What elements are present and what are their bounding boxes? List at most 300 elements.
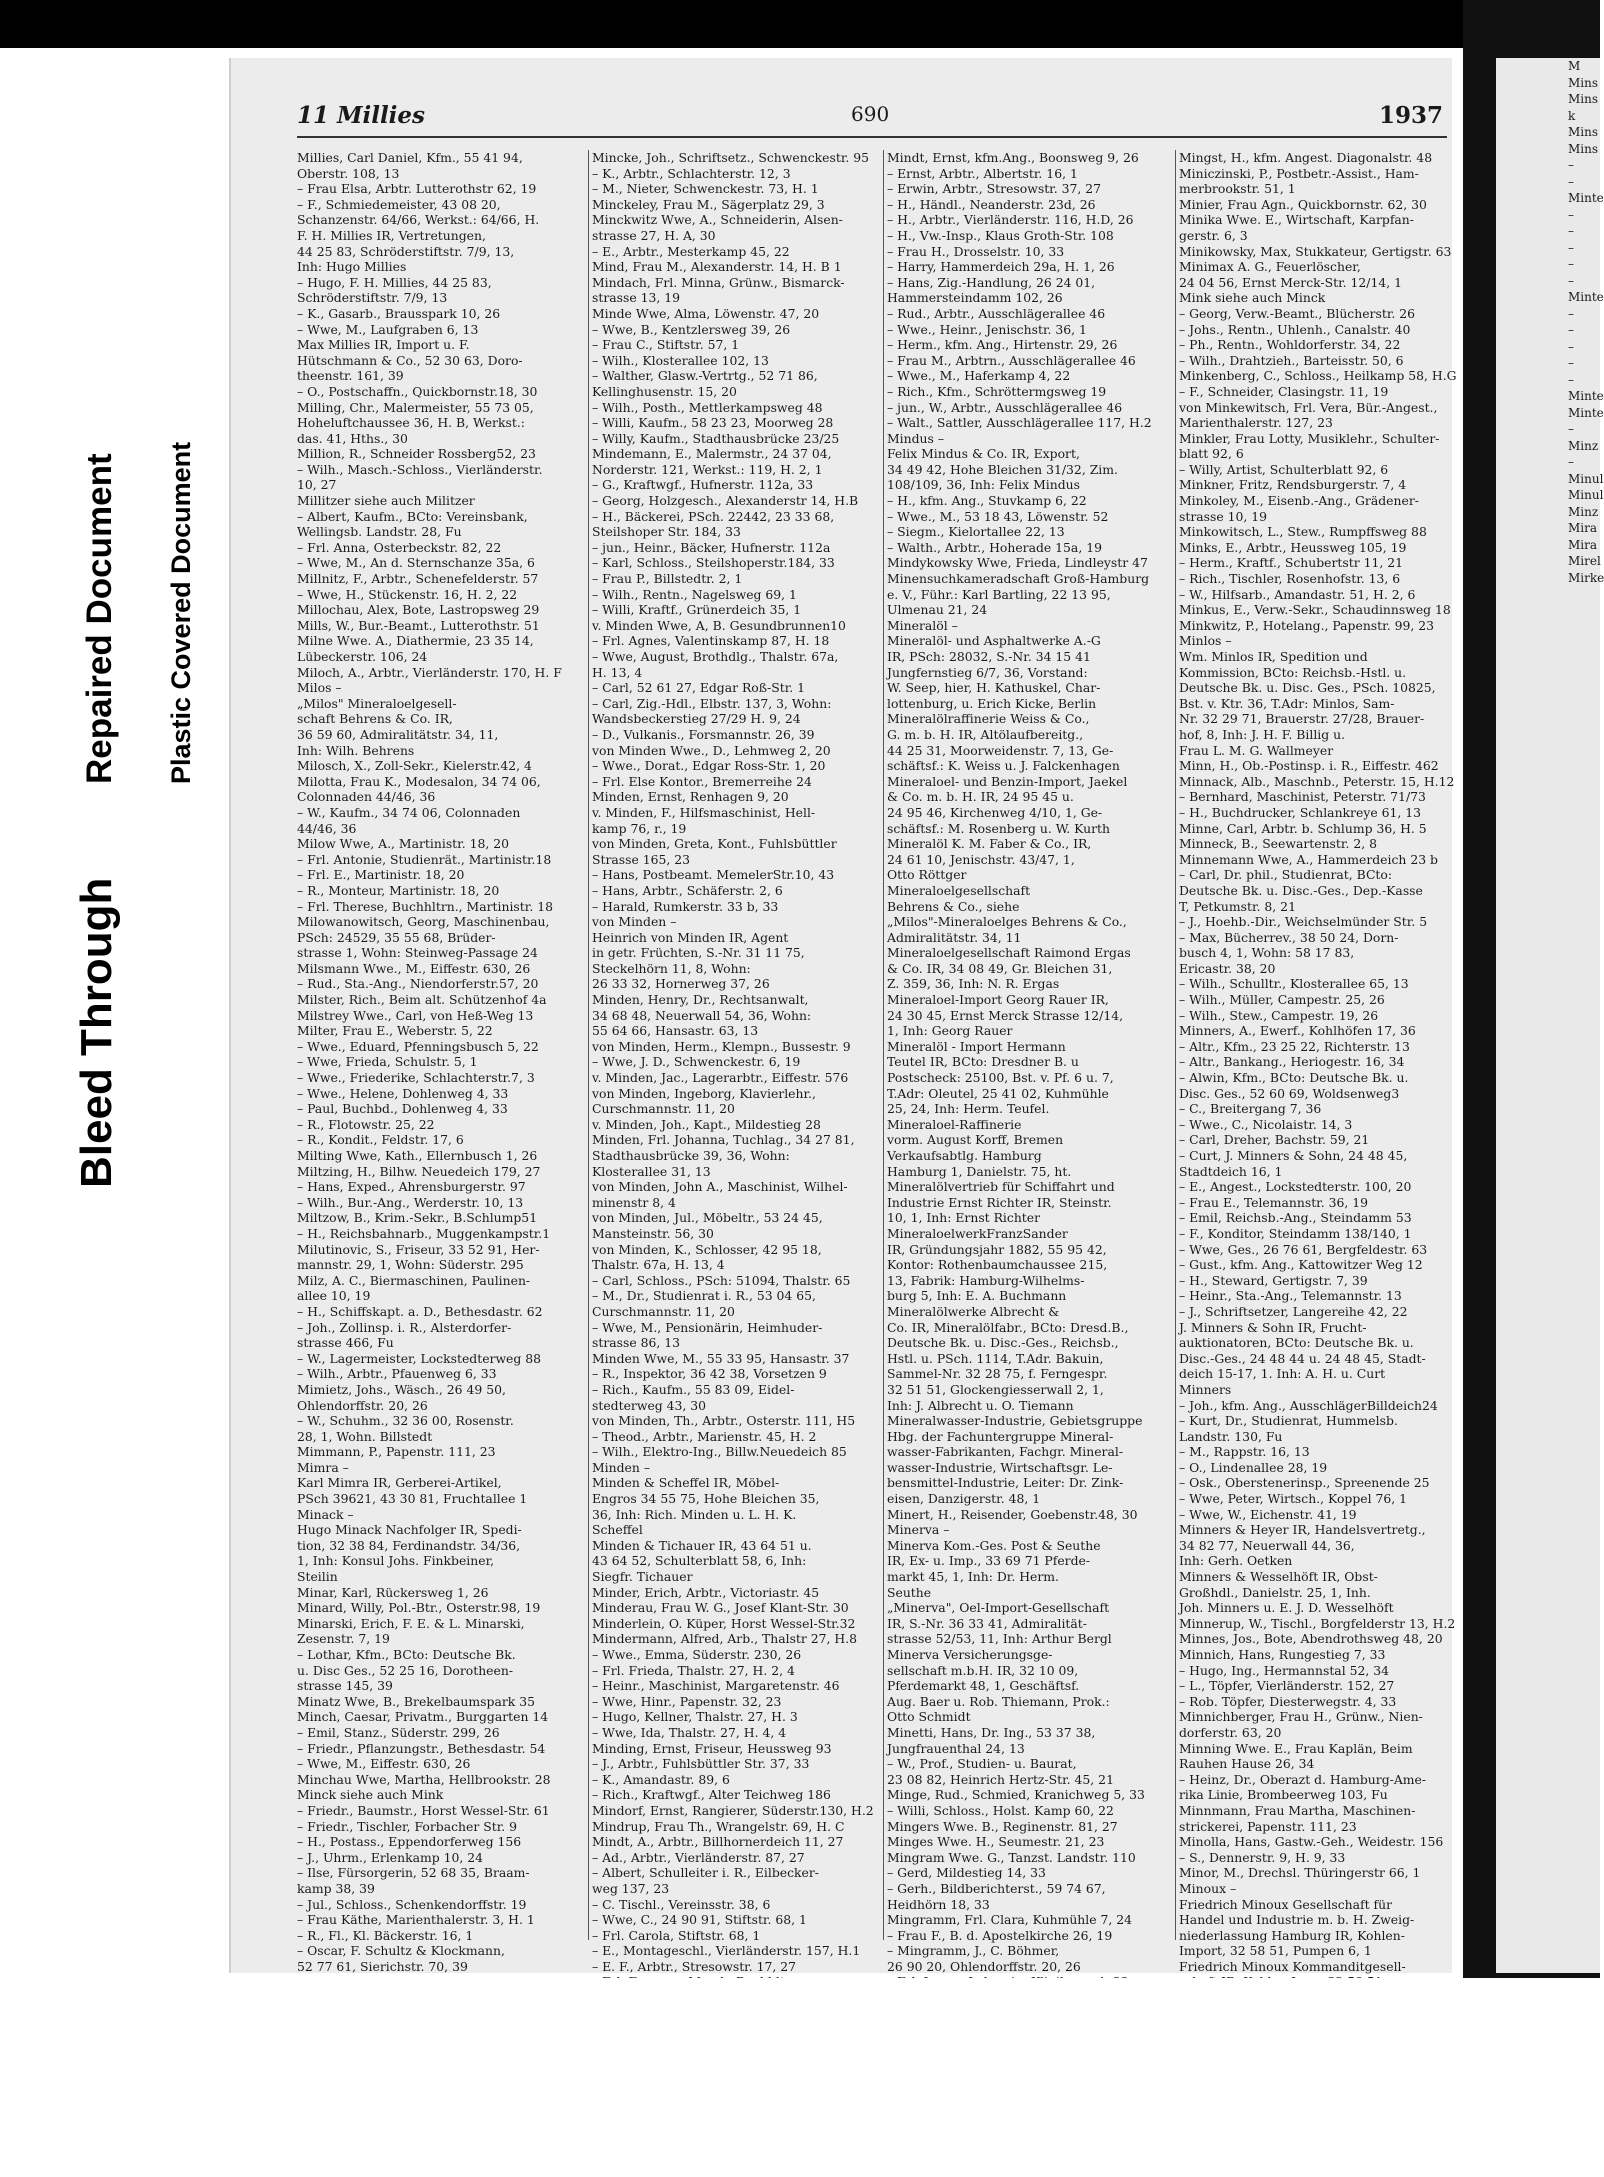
directory-entry-line: hof, 8, Inh: J. H. F. Billig u.: [1179, 726, 1346, 742]
directory-entry-line: Minkoley, M., Eisenb.-Ang., Grädener-: [1179, 493, 1419, 509]
directory-entry-line: u. Disc Ges., 52 25 16, Dorotheen-: [297, 1662, 514, 1678]
directory-entry-line: – Walther, Glasw.-Vertrtg., 52 71 86,: [592, 368, 818, 384]
directory-entry-line: – Ernst, Arbtr., Albertstr. 16, 1: [887, 165, 1078, 181]
facing-page-fragment: –: [1568, 273, 1574, 288]
directory-entry-line: burg 5, Inh: E. A. Buchmann: [887, 1288, 1067, 1304]
directory-entry-line: – jun., Heinr., Bäcker, Hufnerstr. 112a: [592, 539, 831, 555]
facing-page-fragment: –: [1568, 372, 1574, 387]
directory-entry-line: 34 82 77, Neuerwall 44, 36,: [1179, 1537, 1355, 1553]
directory-entry-line: Joh. Minners u. E. J. D. Wesselhöft: [1179, 1600, 1394, 1616]
directory-entry-line: Sammel-Nr. 32 28 75, f. Ferngespr.: [887, 1366, 1108, 1382]
directory-entry-line: Siegfr. Tichauer: [592, 1569, 693, 1585]
directory-entry-line: – Joh., Zollinsp. i. R., Alsterdorfer-: [297, 1319, 512, 1335]
directory-entry-line: Minkus, E., Verw.-Sekr., Schaudinnsweg 18: [1179, 602, 1451, 618]
directory-entry-line: – Osk., Oberstenerinsp., Spreenende 25: [1179, 1475, 1430, 1491]
directory-entry-line: – Jul., Schloss., Schenkendorffstr. 19: [297, 1896, 527, 1912]
directory-entry-line: Mineralölwerke Albrecht &: [887, 1303, 1060, 1319]
directory-entry-line: Minden, Frl. Johanna, Tuchlag., 34 27 81,: [592, 1132, 855, 1148]
directory-entry-line: – Frl. Else Kontor., Bremerreihe 24: [592, 773, 812, 789]
directory-entry-line: eisen, Danzigerstr. 48, 1: [887, 1491, 1041, 1507]
directory-entry-line: – Rud., Arbtr., Ausschlägerallee 46: [887, 305, 1106, 321]
directory-entry-line: – H., Händl., Neanderstr. 23d, 26: [887, 196, 1096, 212]
directory-entry-line: – Carl, Schloss., PSch: 51094, Thalstr. 65: [592, 1272, 851, 1288]
directory-entry-line: – Wwe, Hinr., Papenstr. 32, 23: [592, 1693, 782, 1709]
directory-entry-line: 28, 1, Wohn. Billstedt: [297, 1428, 433, 1444]
directory-entry-line: – Alwin, Kfm., BCto: Deutsche Bk. u.: [1179, 1070, 1409, 1086]
page-number: 690: [851, 102, 890, 126]
directory-entry-line: – Carl, 52 61 27, Edgar Roß-Str. 1: [592, 680, 806, 696]
directory-entry-line: – J., Arbtr., Fuhlsbüttler Str. 37, 33: [592, 1756, 810, 1772]
directory-entry-line: Minkowitsch, L., Stew., Rumpffsweg 88: [1179, 524, 1427, 540]
directory-entry-line: – Paul, Buchbd., Dohlenweg 4, 33: [297, 1101, 508, 1117]
directory-entry-line: – Wwe, Frieda, Schulstr. 5, 1: [297, 1054, 478, 1070]
label-bleed-through: Bleed Through: [72, 877, 121, 1188]
directory-entry-line: 43 64 52, Schulterblatt 58, 6, Inh:: [592, 1553, 807, 1569]
directory-entry-line: Behrens & Co., siehe: [887, 898, 1020, 914]
directory-entry-line: Miniczinski, P., Postbetr.-Assist., Ham-: [1179, 165, 1419, 181]
directory-entry-line: Mineraloel- und Benzin-Import, Jaekel: [887, 773, 1128, 789]
directory-entry-line: Bst. v. Ktr. 36, T.Adr: Minlos, Sam-: [1179, 695, 1395, 711]
directory-entry-line: wasser-Fabrikanten, Fachgr. Mineral-: [887, 1444, 1124, 1460]
directory-entry-line: von Minden, Jul., Möbeltr., 53 24 45,: [592, 1210, 823, 1226]
directory-entry-line: – Wilh., Stew., Campestr. 19, 26: [1179, 1007, 1379, 1023]
directory-entry-line: Ericastr. 38, 20: [1179, 960, 1276, 976]
directory-entry-line: Heidhörn 18, 33: [887, 1896, 990, 1912]
directory-entry-line: – W., Kaufm., 34 74 06, Colonnaden: [297, 804, 521, 820]
directory-entry-line: Disc. Ges., 52 60 69, Woldsenweg3: [1179, 1085, 1400, 1101]
column-2: [592, 150, 882, 2006]
directory-entry-line: Minoux –: [1179, 1880, 1237, 1896]
directory-entry-line: Mingramm, Frl. Clara, Kuhmühle 7, 24: [887, 1912, 1133, 1928]
directory-entry-line: Oberstr. 108, 13: [297, 165, 400, 181]
directory-entry-line: Milne Wwe. A., Diathermie, 23 35 14,: [297, 633, 534, 649]
directory-entry-line: – Hans, Postbeamt. MemelerStr.10, 43: [592, 867, 835, 883]
directory-entry-line: Millitzer siehe auch Militzer: [297, 493, 475, 509]
directory-entry-line: – R., Kondit., Feldstr. 17, 6: [297, 1132, 464, 1148]
directory-entry-line: – Wwe., Helene, Dohlenweg 4, 33: [297, 1085, 509, 1101]
directory-entry-line: – M., Rappstr. 16, 13: [1179, 1444, 1310, 1460]
directory-entry-line: Mineralwasser-Industrie, Gebietsgruppe: [887, 1413, 1143, 1429]
directory-entry-line: Million, R., Schneider Rossberg52, 23: [297, 446, 536, 462]
directory-entry-line: Milow Wwe, A., Martinistr. 18, 20: [297, 836, 510, 852]
directory-entry-line: – Wwe., Heinr., Jenischstr. 36, 1: [887, 321, 1087, 337]
facing-page-fragment: –: [1568, 323, 1574, 337]
directory-entry-line: Inh: Hugo Millies: [297, 259, 407, 275]
directory-entry-line: Minderlein, O. Küper, Horst Wessel-Str.32: [592, 1615, 856, 1631]
directory-entry-line: von Minden, K., Schlosser, 42 95 18,: [592, 1241, 822, 1257]
facing-page-fragment: Mirke: [1568, 570, 1604, 585]
directory-entry-line: – Friedr., Pflanzungstr., Bethesdastr. 54: [297, 1740, 546, 1756]
directory-entry-line: – Wwe, B., Kentzlersweg 39, 26: [592, 321, 791, 337]
directory-entry-line: – S., Dennerstr. 9, H. 9, 33: [1179, 1849, 1346, 1865]
directory-entry-line: – O., Postschaffn., Quickbornstr.18, 30: [297, 383, 538, 399]
directory-entry-line: Kommission, BCto: Reichsb.-Hstl. u.: [1179, 664, 1407, 680]
directory-entry-line: – Walth., Arbtr., Hoherade 15a, 19: [887, 539, 1102, 555]
directory-entry-line: – Willi, Schloss., Holst. Kamp 60, 22: [887, 1802, 1114, 1818]
directory-entry-line: – Frl. E., Martinistr. 18, 20: [297, 867, 465, 883]
directory-entry-line: – G., Kraftwgf., Hufnerstr. 112a, 33: [592, 477, 814, 493]
directory-entry-line: theenstr. 161, 39: [297, 368, 404, 384]
directory-entry-line: – K., Gasarb., Brausspark 10, 26: [297, 305, 501, 321]
directory-entry-line: Import, 32 58 51, Pumpen 6, 1: [1179, 1943, 1372, 1959]
directory-entry-line: Minding, Ernst, Friseur, Heussweg 93: [592, 1740, 832, 1756]
directory-entry-line: Minetti, Hans, Dr. Ing., 53 37 38,: [887, 1724, 1096, 1740]
facing-page-fragment: –: [1568, 174, 1574, 189]
directory-entry-line: Mills, W., Bur.-Beamt., Lutterothstr. 51: [297, 617, 540, 633]
column-4: [1179, 150, 1469, 2006]
directory-entry-line: Minckwitz Wwe, A., Schneiderin, Alsen-: [592, 212, 843, 228]
directory-entry-line: Mingst, H., kfm. Angest. Diagonalstr. 48: [1179, 150, 1433, 165]
directory-entry-line: Milling, Chr., Malermeister, 55 73 05,: [297, 399, 534, 415]
directory-entry-line: – F., Schmiedemeister, 43 08 20,: [297, 196, 501, 212]
directory-entry-line: Minensuchkameradschaft Groß-Hamburg: [887, 571, 1150, 587]
directory-entry-line: Friedrich Minoux Gesellschaft für: [1179, 1896, 1392, 1912]
directory-entry-line: – Gerh., Bildberichterst., 59 74 67,: [887, 1880, 1106, 1896]
directory-entry-line: – Frau F., B. d. Apostelkirche 26, 19: [887, 1927, 1113, 1943]
directory-entry-line: – Wwe, W., Eichenstr. 41, 19: [1179, 1506, 1357, 1522]
directory-entry-line: – Wwe, H., Stückenstr. 16, H. 2, 22: [297, 586, 518, 602]
directory-entry-line: Minnemann Wwe, A., Hammerdeich 23 b: [1179, 851, 1438, 867]
directory-entry-line: PSch 39621, 43 30 81, Fruchtallee 1: [297, 1491, 528, 1507]
directory-entry-line: Mindrup, Frau Th., Wrangelstr. 69, H. C: [592, 1818, 845, 1834]
directory-entry-line: von Minden –: [592, 914, 677, 930]
directory-entry-line: – Wilh., Elektro-Ing., Billw.Neuedeich 85: [592, 1444, 847, 1460]
directory-entry-line: Deutsche Bk. u. Disc.-Ges., Dep.-Kasse: [1179, 882, 1423, 898]
directory-entry-line: 24 04 56, Ernst Merck-Str. 12/14, 1: [1179, 274, 1403, 290]
directory-entry-line: T, Petkumstr. 8, 21: [1179, 898, 1296, 914]
directory-entry-line: – Heinr., Maschinist, Margaretenstr. 46: [592, 1678, 840, 1694]
directory-entry-line: – Georg, Holzgesch., Alexanderstr 14, H.B: [592, 493, 859, 509]
directory-entry-line: Millies, Carl Daniel, Kfm., 55 41 94,: [297, 150, 523, 165]
directory-entry-line: rika Linie, Brombeerweg 103, Fu: [1179, 1787, 1388, 1803]
facing-page-fragment: –: [1568, 224, 1574, 238]
directory-entry-line: Stadthausbrücke 39, 36, Wohn:: [592, 1148, 790, 1163]
directory-entry-line: – Lothar, Kfm., BCto: Deutsche Bk.: [297, 1647, 516, 1662]
directory-entry-line: – Wilh., Arbtr., Pfauenweg 6, 33: [297, 1366, 497, 1382]
directory-entry-line: – Ad., Arbtr., Vierländerstr. 87, 27: [592, 1849, 805, 1865]
directory-entry-line: – Joh., kfm. Ang., AusschlägerBilldeich24: [1179, 1397, 1438, 1413]
directory-entry-line: Minerva Versicherungsge-: [887, 1647, 1053, 1662]
facing-page-fragment: Minul: [1568, 488, 1604, 502]
directory-entry-line: Deutsche Bk. u. Disc. Ges., PSch. 10825,: [1179, 680, 1436, 696]
directory-entry-line: Industrie Ernst Richter IR, Steinstr.: [887, 1194, 1112, 1210]
directory-entry-line: strasse 27, H. A, 30: [592, 227, 716, 243]
directory-entry-line: – K., Amandastr. 89, 6: [592, 1771, 730, 1787]
directory-entry-line: Milos –: [297, 680, 342, 696]
directory-entry-line: sellschaft m.b.H. IR, 32 10 09,: [887, 1662, 1079, 1678]
directory-entry-line: Minges Wwe. H., Seumestr. 21, 23: [887, 1834, 1105, 1850]
directory-entry-line: v. Minden, Jac., Lagerarbtr., Eiffestr. 576: [592, 1070, 849, 1086]
directory-entry-line: – Harry, Hammerdeich 29a, H. 1, 26: [887, 259, 1115, 275]
directory-entry-line: Ohlendorffstr. 20, 26: [297, 1397, 428, 1413]
directory-entry-line: IR, Ex- u. Imp., 33 69 71 Pferde-: [887, 1553, 1091, 1569]
directory-entry-line: – C. Tischl., Vereinsstr. 38, 6: [592, 1896, 771, 1912]
facing-page-fragment: –: [1568, 455, 1574, 469]
directory-entry-line: – H., kfm. Ang., Stuvkamp 6, 22: [887, 493, 1087, 509]
directory-entry-line: Minners, A., Ewerf., Kohlhöfen 17, 36: [1179, 1023, 1416, 1039]
directory-entry-line: Handel und Industrie m. b. H. Zweig-: [1179, 1912, 1415, 1928]
directory-entry-line: von Minden, Th., Arbtr., Osterstr. 111, H5: [592, 1413, 856, 1429]
directory-entry-line: – Willy, Kaufm., Stadthausbrücke 23/25: [592, 430, 840, 446]
directory-entry-line: – Curt, J. Minners & Sohn, 24 48 45,: [1179, 1148, 1408, 1163]
directory-entry-line: 34 49 42, Hohe Bleichen 31/32, Zim.: [887, 461, 1118, 477]
directory-entry-line: Max Millies IR, Import u. F.: [297, 337, 470, 353]
directory-entry-line: Minack –: [297, 1506, 354, 1522]
directory-entry-line: Frau L. M. G. Wallmeyer: [1179, 742, 1334, 758]
directory-entry-line: – H., Bäckerei, PSch. 22442, 23 33 68,: [592, 508, 835, 524]
directory-entry-line: – Willi, Kraftf., Grünerdeich 35, 1: [592, 602, 802, 618]
directory-entry-line: – Carl, Zig.-Hdl., Elbstr. 137, 3, Wohn:: [592, 695, 832, 711]
directory-entry-line: Karl Mimra IR, Gerberei-Artikel,: [297, 1475, 502, 1491]
directory-entry-line: – Herm., kfm. Ang., Hirtenstr. 29, 26: [887, 337, 1118, 353]
directory-entry-line: Mineralöl –: [887, 617, 958, 633]
directory-entry-line: Minlos –: [1179, 633, 1232, 649]
directory-entry-line: Mineraloel-Import Georg Rauer IR,: [887, 992, 1109, 1008]
directory-entry-line: Jungfernstieg 6/7, 36, Vorstand:: [887, 664, 1088, 680]
directory-entry-line: Schanzenstr. 64/66, Werkst.: 64/66, H.: [297, 212, 540, 228]
directory-entry-line: von Minden, Ingeborg, Klavierlehr.,: [592, 1085, 816, 1101]
directory-entry-line: Mindykowsky Wwe, Frieda, Lindleystr 47: [887, 555, 1148, 571]
directory-entry-line: – H., Steward, Gertigstr. 7, 39: [1179, 1272, 1368, 1288]
directory-entry-line: – Frau Käthe, Marienthalerstr. 3, H. 1: [297, 1912, 535, 1928]
directory-entry-line: Millochau, Alex, Bote, Lastropsweg 29: [297, 602, 540, 618]
directory-entry-line: – Wwe, Ida, Thalstr. 27, H. 4, 4: [592, 1724, 787, 1740]
directory-entry-line: 36, Inh: Rich. Minden u. L. H. K.: [592, 1506, 797, 1522]
directory-entry-line: Milting Wwe, Kath., Ellernbusch 1, 26: [297, 1148, 538, 1163]
directory-entry-line: Miltzing, H., Bilhw. Neuedeich 179, 27: [297, 1163, 541, 1179]
directory-entry-line: Mineralölvertrieb für Schiffahrt und: [887, 1179, 1115, 1195]
facing-page-fragment: Minte: [1568, 191, 1604, 205]
directory-entry-line: Mineralöl- und Asphaltwerke A.-G: [887, 633, 1101, 649]
facing-page-fragment: Mira: [1568, 521, 1598, 535]
directory-entry-line: – Willi, Kaufm., 58 23 23, Moorweg 28: [592, 415, 834, 431]
directory-entry-line: „Minerva", Oel-Import-Gesellschaft: [887, 1600, 1110, 1616]
directory-entry-line: Milsmann Wwe., M., Eiffestr. 630, 26: [297, 960, 531, 976]
directory-entry-line: Landstr. 130, Fu: [1179, 1428, 1283, 1444]
facing-page-fragment: Mins: [1568, 92, 1599, 106]
directory-entry-line: 1, Inh: Konsul Johs. Finkbeiner,: [297, 1553, 495, 1569]
directory-entry-line: – Frl. Carola, Stiftstr. 68, 1: [592, 1927, 761, 1943]
directory-entry-line: Minkenberg, C., Schloss., Heilkamp 58, H.G: [1179, 368, 1457, 384]
directory-entry-line: Kellinghusenstr. 15, 20: [592, 383, 737, 399]
directory-entry-line: v. Minden, Joh., Kapt., Mildestieg 28: [592, 1116, 821, 1132]
directory-entry-line: IR, S.-Nr. 36 33 41, Admiralität-: [887, 1615, 1087, 1631]
directory-entry-line: Mindt, Ernst, kfm.Ang., Boonsweg 9, 26: [887, 150, 1139, 165]
column-1: [297, 150, 587, 1974]
directory-entry-line: Minners: [1179, 1381, 1232, 1397]
directory-entry-line: – E., Arbtr., Mesterkamp 45, 22: [592, 243, 790, 259]
directory-entry-line: Minkner, Fritz, Rendsburgerstr. 7, 4: [1179, 477, 1407, 493]
directory-entry-line: IR, Gründungsjahr 1882, 55 95 42,: [887, 1241, 1107, 1257]
facing-page-fragment: –: [1568, 207, 1574, 222]
facing-page-fragment: Minz: [1568, 438, 1599, 453]
directory-entry-line: weg 137, 23: [592, 1880, 670, 1896]
directory-entry-line: – Johs., Rentn., Uhlenh., Canalstr. 40: [1179, 321, 1411, 337]
directory-entry-line: – Bernhard, Maschinist, Peterstr. 71/73: [1179, 789, 1426, 805]
facing-page-fragment: Minz: [1568, 504, 1599, 519]
directory-entry-line: Mingram Wwe. G., Tanzst. Landstr. 110: [887, 1849, 1136, 1865]
directory-entry-line: schäftsf.: K. Weiss u. J. Falckenhagen: [887, 758, 1120, 774]
directory-entry-line: Heinrich von Minden IR, Agent: [592, 929, 789, 945]
directory-entry-line: Minning Wwe. E., Frau Kaplän, Beim: [1179, 1740, 1413, 1756]
directory-entry-line: Minch, Caesar, Privatm., Burggarten 14: [297, 1709, 549, 1725]
directory-entry-line: Minden & Scheffel IR, Möbel-: [592, 1475, 780, 1491]
directory-entry-line: Stadtdeich 16, 1: [1179, 1163, 1283, 1179]
directory-entry-line: Mindus –: [887, 430, 945, 446]
directory-entry-line: 24 61 10, Jenischstr. 43/47, 1,: [887, 851, 1075, 867]
directory-entry-line: – Wwe, M., An d. Sternschanze 35a, 6: [297, 555, 535, 571]
directory-entry-line: Milster, Rich., Beim alt. Schützenhof 4a: [297, 992, 547, 1008]
directory-entry-line: MineraloelwerkFranzSander: [887, 1225, 1068, 1241]
directory-entry-line: – Karl, Schloss., Steilshoperstr.184, 33: [592, 555, 835, 571]
directory-entry-line: – Max, Bücherrev., 38 50 24, Dorn-: [1179, 929, 1399, 945]
directory-entry-line: – Frau H., Drosselstr. 10, 33: [887, 243, 1065, 259]
directory-entry-line: – Hans, Arbtr., Schäferstr. 2, 6: [592, 882, 783, 898]
directory-entry-line: Nr. 32 29 71, Brauerstr. 27/28, Brauer-: [1179, 711, 1425, 727]
directory-entry-line: 108/109, 36, Inh: Felix Mindus: [887, 477, 1080, 493]
directory-entry-line: – Wwe., Eduard, Pfenningsbusch 5, 22: [297, 1038, 539, 1054]
directory-entry-line: Minden, Ernst, Renhagen 9, 20: [592, 789, 789, 805]
directory-entry-line: Pferdemarkt 48, 1, Geschäftsf.: [887, 1678, 1080, 1694]
directory-entry-line: – Oscar, F. Schultz & Klockmann,: [297, 1943, 505, 1959]
directory-entry-line: in getr. Früchten, S.-Nr. 31 11 75,: [592, 945, 805, 961]
directory-entry-line: Mink siehe auch Minck: [1179, 290, 1326, 306]
directory-entry-line: – Wwe, Ges., 26 76 61, Bergfeldestr. 63: [1179, 1241, 1428, 1257]
directory-entry-line: & Co. IR, 34 08 49, Gr. Bleichen 31,: [887, 960, 1113, 976]
directory-entry-line: von Minden Wwe., D., Lehmweg 2, 20: [592, 742, 831, 758]
directory-entry-line: – K., Arbtr., Schlachterstr. 12, 3: [592, 165, 791, 181]
directory-entry-line: 44 25 31, Moorweidenstr. 7, 13, Ge-: [887, 742, 1114, 758]
directory-entry-line: – O., Lindenallee 28, 19: [1179, 1459, 1328, 1475]
directory-entry-line: Minge, Rud., Schmied, Kranichweg 5, 33: [887, 1787, 1145, 1803]
directory-entry-line: mannstr. 29, 1, Wohn: Süderstr. 295: [297, 1257, 524, 1273]
directory-entry-line: PSch: 24529, 35 55 68, Brüder-: [297, 929, 496, 945]
directory-entry-line: gerstr. 6, 3: [1179, 227, 1248, 243]
facing-page-fragment: –: [1568, 356, 1574, 370]
directory-entry-line: Milutinovic, S., Friseur, 33 52 91, Her-: [297, 1241, 540, 1257]
directory-entry-line: – Friedr., Tischler, Forbacher Str. 9: [297, 1818, 518, 1834]
directory-entry-line: W. Seep, hier, H. Kathuskel, Char-: [887, 680, 1101, 696]
directory-entry-line: – Emil, Reichsb.-Ang., Steindamm 53: [1179, 1210, 1412, 1226]
facing-page-edge: [1496, 58, 1604, 1973]
directory-entry-line: – M., Nieter, Schwenckestr. 73, H. 1: [592, 181, 819, 197]
directory-entry-line: das. 41, Hths., 30: [297, 430, 408, 446]
facing-page-fragment: M: [1568, 59, 1581, 73]
directory-entry-line: – Hugo, F. H. Millies, 44 25 83,: [297, 274, 492, 290]
directory-entry-line: – jun., W., Arbtr., Ausschlägerallee 46: [887, 399, 1123, 415]
directory-entry-line: Minikowsky, Max, Stukkateur, Gertigstr. 63: [1179, 243, 1452, 259]
directory-entry-line: Inh: Wilh. Behrens: [297, 742, 415, 758]
directory-entry-line: – E. F., Arbtr., Stresowstr. 17, 27: [592, 1958, 797, 1974]
directory-entry-line: deich 15-17, 1. Inh: A. H. u. Curt: [1179, 1366, 1386, 1382]
directory-entry-line: – W., Lagermeister, Lockstedterweg 88: [297, 1350, 542, 1366]
directory-entry-line: Miloch, A., Arbtr., Vierländerstr. 170, H. F: [297, 664, 562, 680]
directory-entry-line: Minde Wwe, Alma, Löwenstr. 47, 20: [592, 305, 820, 321]
directory-entry-line: Wm. Minlos IR, Spedition und: [1179, 649, 1368, 664]
directory-entry-line: Hütschmann & Co., 52 30 63, Doro-: [297, 352, 523, 368]
directory-entry-line: dorferstr. 63, 20: [1179, 1724, 1282, 1740]
directory-entry-line: Admiralitätstr. 34, 11: [887, 929, 1022, 945]
directory-entry-line: auktionatoren, BCto: Deutsche Bk. u.: [1179, 1335, 1414, 1351]
directory-entry-line: Minika Wwe. E., Wirtschaft, Karpfan-: [1179, 212, 1414, 228]
directory-entry-line: Minneck, B., Seewartenstr. 2, 8: [1179, 836, 1377, 852]
directory-entry-line: – Friedr., Baumstr., Horst Wessel-Str. 61: [297, 1802, 550, 1818]
directory-entry-line: Minor, M., Drechsl. Thüringerstr 66, 1: [1179, 1865, 1421, 1881]
header-rule: [297, 136, 1447, 138]
directory-entry-line: Mineraloel-Raffinerie: [887, 1116, 1022, 1132]
directory-entry-line: Mindermann, Alfred, Arb., Thalstr 27, H.8: [592, 1631, 858, 1647]
directory-entry-line: – H., Postass., Eppendorferweg 156: [297, 1834, 522, 1850]
directory-entry-line: 24 95 46, Kirchenweg 4/10, 1, Ge-: [887, 804, 1103, 820]
directory-entry-line: & Co. m. b. H. IR, 24 95 45 u.: [887, 789, 1074, 805]
directory-entry-line: Rauhen Hause 26, 34: [1179, 1756, 1315, 1772]
directory-entry-line: Hoheluftchaussee 36, H. B, Werkst.:: [297, 415, 525, 431]
directory-entry-line: – F., Konditor, Steindamm 138/140, 1: [1179, 1225, 1412, 1241]
directory-entry-line: – Frau Elsa, Arbtr. Lutterothstr 62, 19: [297, 181, 537, 197]
directory-entry-line: – Georg, Verw.-Beamt., Blücherstr. 26: [1179, 305, 1416, 321]
directory-entry-line: Mineraloelgesellschaft Raimond Ergas: [887, 945, 1131, 961]
directory-entry-line: Minatz Wwe, B., Brekelbaumspark 35: [297, 1693, 535, 1709]
directory-entry-line: Miltzow, B., Krim.-Sekr., B.Schlump51: [297, 1210, 538, 1226]
directory-entry-line: – Rich., Kfm., Schröttermgsweg 19: [887, 383, 1107, 399]
directory-entry-line: – M., Dr., Studienrat i. R., 53 04 65,: [592, 1288, 816, 1304]
directory-entry-line: – Wilh., Müller, Campestr. 25, 26: [1179, 992, 1385, 1008]
directory-entry-line: Strasse 165, 23: [592, 851, 691, 867]
directory-entry-line: – Wilh., Masch.-Schloss., Vierländerstr.: [297, 461, 543, 477]
directory-entry-line: Zesenstr. 7, 19: [297, 1631, 390, 1647]
directory-entry-line: Kontor: Rothenbaumchaussee 215,: [887, 1257, 1108, 1273]
directory-entry-line: lottenburg, u. Erich Kicke, Berlin: [887, 695, 1097, 711]
directory-entry-line: Hugo Minack Nachfolger IR, Spedi-: [297, 1522, 522, 1538]
directory-entry-line: – Heinz, Dr., Oberazt d. Hamburg-Ame-: [1179, 1771, 1427, 1787]
facing-page-fragment: Minte: [1568, 389, 1604, 403]
directory-entry-line: – J., Schriftsetzer, Langereihe 42, 22: [1179, 1303, 1408, 1319]
directory-entry-line: strasse 145, 39: [297, 1678, 393, 1694]
directory-entry-line: strickerei, Papenstr. 111, 23: [1179, 1818, 1357, 1834]
directory-entry-line: – H., Vw.-Insp., Klaus Groth-Str. 108: [887, 227, 1114, 243]
directory-entry-line: – Theod., Arbtr., Marienstr. 45, H. 2: [592, 1428, 817, 1444]
directory-entry-line: Curschmannstr. 11, 20: [592, 1101, 735, 1117]
directory-entry-line: schaft Behrens & Co. IR,: [297, 711, 453, 727]
facing-page-fragment: Mira: [1568, 537, 1598, 552]
directory-entry-line: – Carl, Dr. phil., Studienrat, BCto:: [1179, 867, 1393, 883]
directory-entry-line: merbrookstr. 51, 1: [1179, 181, 1296, 197]
directory-entry-line: Mineraloelgesellschaft: [887, 882, 1031, 898]
directory-entry-line: 36 59 60, Admiralitätstr. 34, 11,: [297, 726, 499, 742]
directory-entry-line: G. m. b. H. IR, Altölaufbereitg.,: [887, 726, 1084, 742]
directory-entry-line: Milstrey Wwe., Carl, von Heß-Weg 13: [297, 1007, 534, 1023]
directory-entry-line: Wandsbeckerstieg 27/29 H. 9, 24: [592, 711, 801, 727]
directory-entry-line: strasse 10, 19: [1179, 508, 1268, 524]
directory-entry-line: Minners & Wesselhöft IR, Obst-: [1179, 1569, 1378, 1585]
directory-entry-line: Minnack, Alb., Maschnb., Peterstr. 15, H.12: [1179, 773, 1455, 789]
directory-entry-line: Lübeckerstr. 106, 24: [297, 649, 428, 664]
directory-entry-line: 10, 27: [297, 477, 337, 493]
directory-entry-line: – Wwe, M., Eiffestr. 630, 26: [297, 1756, 471, 1772]
directory-entry-line: – Hans, Exped., Ahrensburgerstr. 97: [297, 1179, 526, 1195]
directory-entry-line: Minderau, Frau W. G., Josef Klant-Str. 30: [592, 1600, 849, 1616]
directory-entry-line: Minder, Erich, Arbtr., Victoriastr. 45: [592, 1584, 820, 1600]
directory-entry-line: Minert, H., Reisender, Goebenstr.48, 30: [887, 1506, 1138, 1522]
directory-entry-line: – Wwe., Emma, Süderstr. 230, 26: [592, 1647, 802, 1662]
directory-entry-line: Hstl. u. PSch. 1114, T.Adr. Bakuin,: [887, 1350, 1104, 1366]
directory-entry-line: – Wilh., Bur.-Ang., Werderstr. 10, 13: [297, 1194, 524, 1210]
directory-entry-line: – Rich., Kraftwgf., Alter Teichweg 186: [592, 1787, 831, 1803]
directory-entry-line: – Willy, Artist, Schulterblatt 92, 6: [1179, 461, 1389, 477]
directory-entry-line: – Altr., Bankang., Heriogestr. 16, 34: [1179, 1054, 1405, 1070]
directory-entry-line: – Wwe, M., Laufgraben 6, 13: [297, 321, 479, 337]
directory-page: [229, 58, 1457, 1974]
